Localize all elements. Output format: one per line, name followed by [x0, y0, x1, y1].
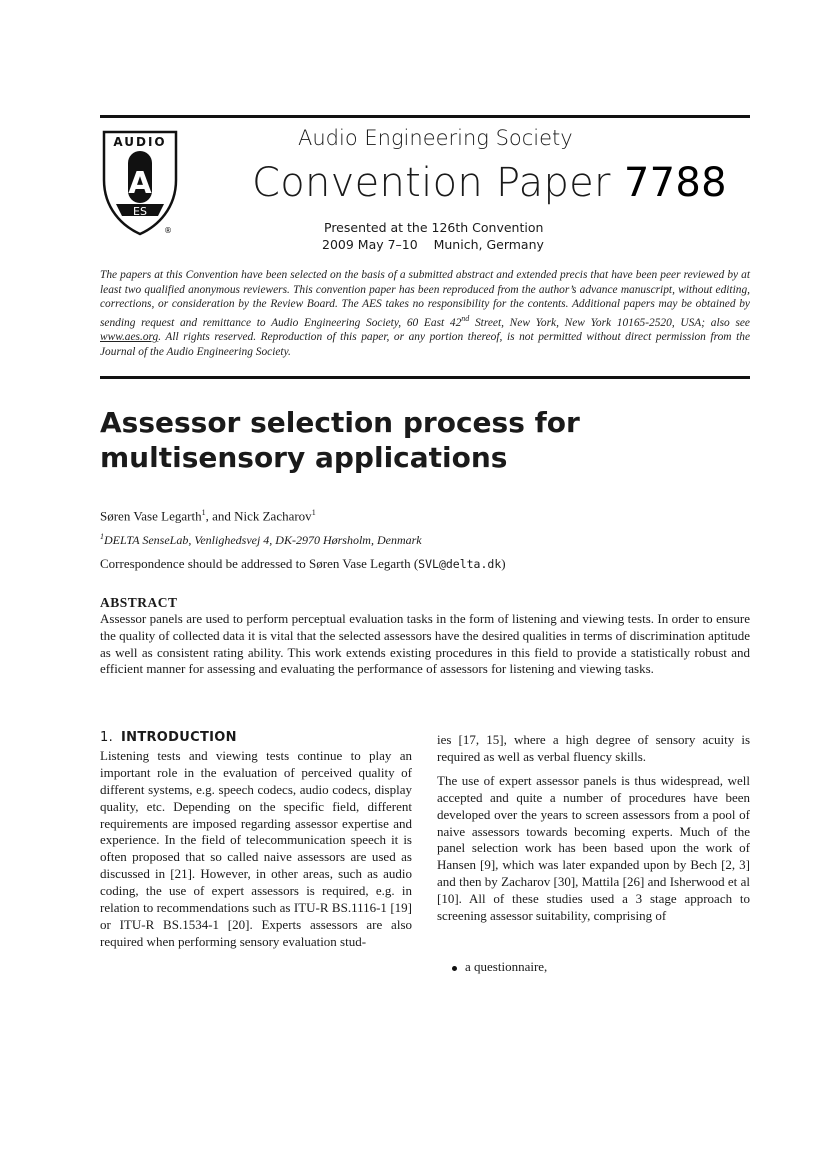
intro-right-column — [437, 732, 750, 932]
section-number: 1. — [100, 730, 114, 745]
top-rule — [100, 115, 750, 118]
convention-paper-heading — [252, 160, 727, 206]
correspondence-prefix: Correspondence should be addressed to Søren Vase Legarth ( — [100, 556, 419, 571]
author-1-sup: 1 — [201, 508, 206, 517]
abstract-heading: ABSTRACT — [100, 595, 178, 610]
intro-paragraph-1: Listening tests and viewing tests continue to play an important role in the evaluation of perceived quality of different systems, e.g. speech codecs, audio codecs, display quality, etc. Depending on the specific field, different requirements are imposed regarding assessor expertise and experience. In the field of telecommunication speech it is often proposed that so called naive assessors are used as discussed in [21]. However, in other areas, such as audio coding, the use of expert assessors is required, e.g. in relation to recommendations such as ITU-R BS.1116-1 [19] or ITU-R BS.1534-1 [20]. Experts assessors are also required when performing sensory evaluation stud- — [100, 747, 412, 949]
notice-sup: nd — [461, 313, 470, 323]
middle-rule — [100, 376, 750, 379]
presented-info — [324, 219, 544, 253]
intro-paragraph-2: The use of expert assessor panels is thus widespread, well accepted and quite a number of procedures have been developed over the years to screen assessors from a pool of naive assessors towards becoming experts. Much of the panel selection work has been based upon the work of Hansen [9], which was later expanded upon by Bech [2, 3] and then by Zacharov [30], Mattila [26] and Isherwood et al [10]. All of these studies used a 3 stage approach to screening assessor suitability, comprising of — [437, 772, 750, 924]
list-item-text: a questionnaire, — [465, 959, 548, 974]
intro-left-column — [100, 730, 412, 958]
presented-line-2: 2009 May 7–10 Munich, Germany — [322, 237, 544, 252]
affiliation — [100, 532, 422, 548]
paper-title: Assessor selection process for multisensory applications — [100, 406, 580, 474]
list-item — [452, 959, 547, 975]
notice-text-2: Street, New York, New York 10165-2520, USA; also see — [469, 316, 750, 329]
convention-label: Convention Paper — [252, 160, 611, 206]
aes-logo — [100, 130, 180, 236]
review-notice — [100, 268, 750, 359]
abstract-body: Assessor panels are used to perform perceptual evaluation tasks in the form of listening and viewing tests. In order to ensure the quality of collected data it is vital that the selected assessors have the desired qualities in terms of discrimination aptitude as well as consistent rating ability. This work extends existing procedures in this field to provide a statistically robust and efficient manner for assessing and evaluating the performance of assessors for listening and viewing tasks. — [100, 611, 750, 677]
intro-heading — [100, 730, 412, 747]
affiliation-sup: 1 — [100, 532, 104, 541]
bullet-icon — [452, 966, 457, 971]
society-name: Audio Engineering Society — [298, 126, 573, 150]
registered-mark: ® — [164, 226, 172, 235]
author-2: , and Nick Zacharov — [205, 508, 312, 524]
correspondence-email[interactable]: SVL@delta.dk — [418, 557, 502, 571]
logo-letter: A — [128, 166, 152, 201]
author-1: Søren Vase Legarth — [100, 508, 202, 524]
author-line — [100, 508, 316, 524]
author-2-sup: 1 — [311, 508, 316, 517]
section-title: INTRODUCTION — [121, 730, 237, 745]
presented-line-1: Presented at the 126th Convention — [324, 220, 544, 235]
notice-text-1: The papers at this Convention have been selected on the basis of a submitted abstract and extended precis that have been peer reviewed by at least two qualified anonymous reviewers. This convention paper has been reproduced from the author’s advance manuscript, without editing, corrections, or consideration by the Review Board. The AES takes no responsibility for the contents. Additional papers may be obtained by sending request and remittance to Audio Engineering Society, 60 East 42 — [100, 269, 750, 329]
logo-bottom-text: ES — [133, 205, 147, 218]
correspondence — [100, 556, 506, 572]
notice-text-3: . All rights reserved. Reproduction of this paper, or any portion thereof, is not permitted without direct permission from the Journal of the Audio Engineering Society. — [100, 331, 750, 358]
logo-top-text: AUDIO — [113, 135, 167, 149]
paper-number: 7788 — [623, 160, 727, 206]
affiliation-text: DELTA SenseLab, Venlighedsvej 4, DK-2970 Hørsholm, Denmark — [104, 533, 422, 547]
correspondence-suffix: ) — [501, 556, 506, 571]
aes-website-link[interactable]: www.aes.org — [100, 331, 159, 344]
intro-paragraph-1-cont: ies [17, 15], where a high degree of sensory acuity is required as well as verbal fluency skills. — [437, 732, 750, 764]
